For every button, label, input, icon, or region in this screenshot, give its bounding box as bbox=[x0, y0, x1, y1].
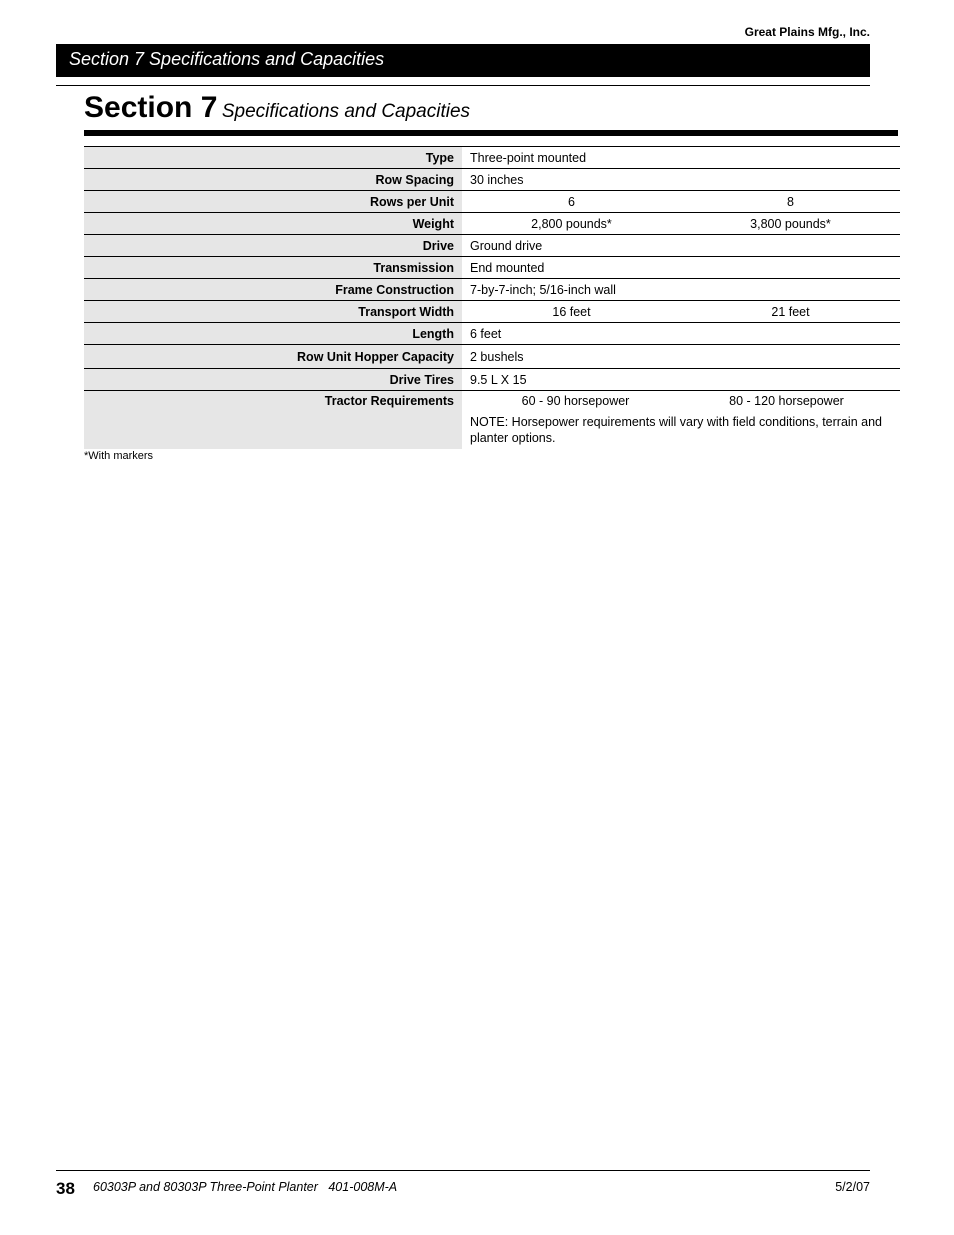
spec-label: Rows per Unit bbox=[84, 191, 462, 213]
spec-label: Frame Construction bbox=[84, 279, 462, 301]
spec-label: Weight bbox=[84, 213, 462, 235]
spec-value: End mounted bbox=[462, 257, 900, 279]
spec-label: Transport Width bbox=[84, 301, 462, 323]
spec-value-8-row: 21 feet bbox=[681, 301, 900, 323]
table-row bbox=[84, 369, 900, 391]
table-row bbox=[84, 147, 900, 169]
section-header-text: Section 7 Specifications and Capacities bbox=[69, 49, 385, 69]
spec-value: Three-point mounted bbox=[462, 147, 900, 169]
section-number: Section 7 bbox=[84, 91, 218, 124]
table-row bbox=[84, 257, 900, 279]
spec-value: Ground drive bbox=[462, 235, 900, 257]
spec-value: 7-by-7-inch; 5/16-inch wall bbox=[462, 279, 900, 301]
footer-divider bbox=[56, 1170, 870, 1171]
table-row bbox=[84, 213, 900, 235]
horsepower-note: NOTE: Horsepower requirements will vary with field conditions, terrain and planter options. bbox=[470, 415, 882, 445]
spec-value-6-row: 6 bbox=[462, 191, 681, 213]
spec-label: Drive bbox=[84, 235, 462, 257]
table-row bbox=[84, 301, 900, 323]
specifications-table bbox=[84, 146, 900, 449]
spec-value-6-row: 60 - 90 horsepower bbox=[521, 394, 630, 408]
spec-label: Row Spacing bbox=[84, 169, 462, 191]
table-row bbox=[84, 169, 900, 191]
spec-value-group bbox=[462, 391, 900, 450]
spec-label: Drive Tires bbox=[84, 369, 462, 391]
table-footnote: *With markers bbox=[84, 450, 154, 462]
spec-value-8-row: 3,800 pounds* bbox=[681, 213, 900, 235]
table-row bbox=[84, 323, 900, 345]
horsepower-values bbox=[470, 394, 892, 408]
spec-value: 2 bushels bbox=[462, 345, 900, 369]
footer-date: 5/2/07 bbox=[835, 1180, 870, 1194]
spec-value: 6 feet bbox=[462, 323, 900, 345]
page-number: 38 bbox=[56, 1179, 75, 1198]
header-divider bbox=[56, 85, 870, 86]
spec-label: Row Unit Hopper Capacity bbox=[84, 345, 462, 369]
spec-value-8-row: 80 - 120 horsepower bbox=[729, 394, 844, 408]
spec-value-8-row: 8 bbox=[681, 191, 900, 213]
spec-label: Transmission bbox=[84, 257, 462, 279]
table-row bbox=[84, 345, 900, 369]
spec-label: Type bbox=[84, 147, 462, 169]
spec-label: Length bbox=[84, 323, 462, 345]
section-header-bar bbox=[56, 44, 870, 77]
spec-value: 9.5 L X 15 bbox=[462, 369, 900, 391]
section-subtitle: Specifications and Capacities bbox=[221, 101, 471, 122]
footer-document-title: 60303P and 80303P Three-Point Planter 401-008M-A bbox=[93, 1180, 398, 1194]
table-row bbox=[84, 279, 900, 301]
company-name: Great Plains Mfg., Inc. bbox=[744, 25, 870, 39]
spec-value-6-row: 16 feet bbox=[462, 301, 681, 323]
table-row bbox=[84, 391, 900, 450]
table-row bbox=[84, 235, 900, 257]
spec-value-6-row: 2,800 pounds* bbox=[462, 213, 681, 235]
spec-value: 30 inches bbox=[462, 169, 900, 191]
spec-label: Tractor Requirements bbox=[84, 391, 462, 450]
title-divider bbox=[84, 130, 898, 136]
table-row bbox=[84, 191, 900, 213]
page-title bbox=[84, 91, 470, 125]
